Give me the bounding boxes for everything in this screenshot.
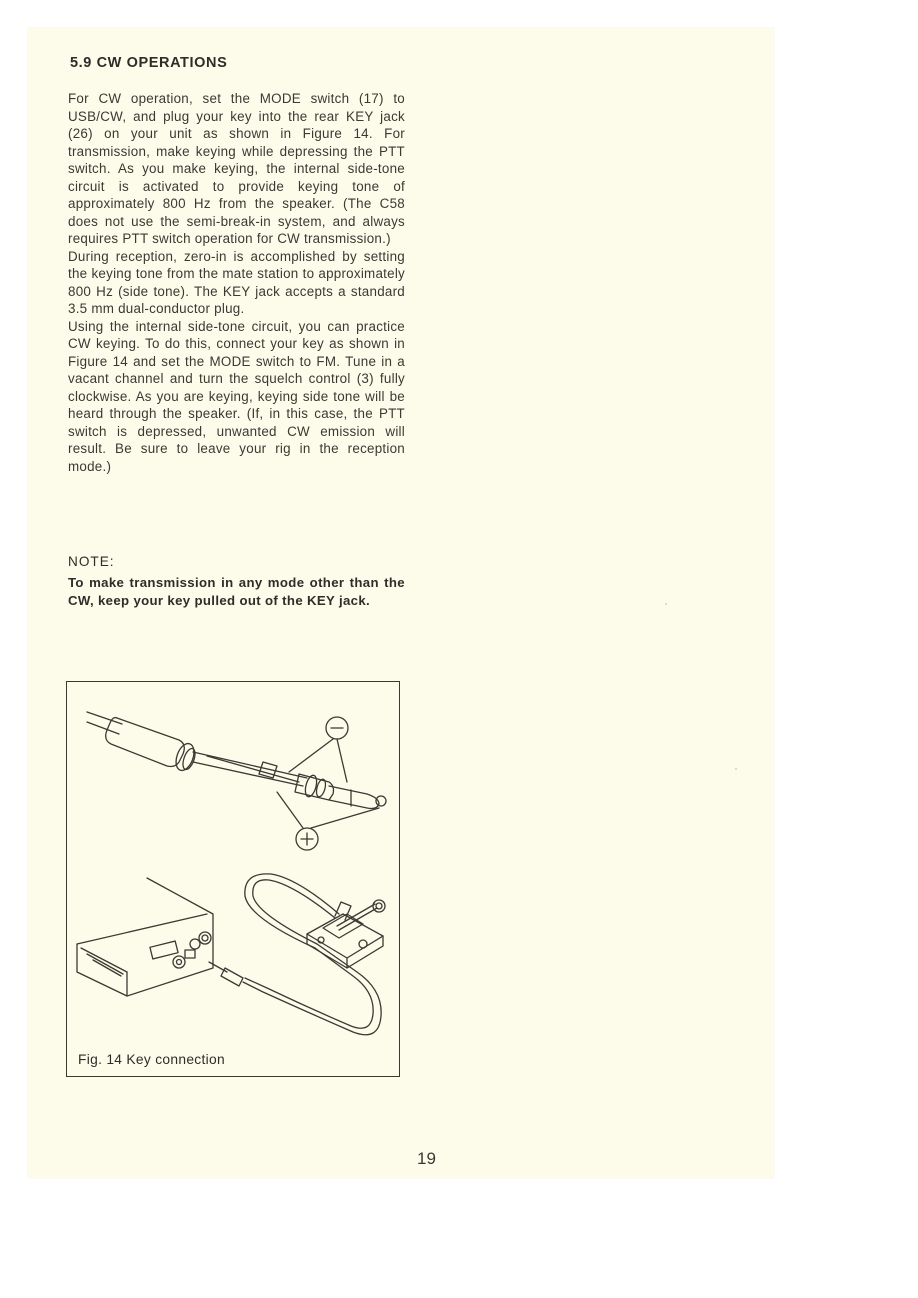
figure-caption: Fig. 14 Key connection (78, 1052, 225, 1067)
paragraph-cw-operation: For CW operation, set the MODE switch (17) to USB/CW, and plug your key into the rear KEY jack (26) on your unit as shown in Figure 14. For transmission, make keying while depressing the PTT switch. As you make keying, the internal side-tone circuit is activated to provide keying tone of approximately 800 Hz from the speaker. (The C58 does not use the semi-break-in system, and always requires PTT switch operation for CW transmission.) (68, 91, 405, 246)
paragraph-reception: During reception, zero-in is accomplished by setting the keying tone from the mate station to approximately 800 Hz (side tone). The KEY jack accepts a standard 3.5 mm dual-conductor plug. (68, 248, 405, 316)
figure-key-connection (66, 681, 400, 1077)
note-text: To make transmission in any mode other than the CW, keep your key pulled out of the KEY jack. (68, 575, 405, 608)
page-number: 19 (417, 1149, 436, 1168)
note-label: NOTE: (68, 554, 115, 569)
section-heading: 5.9 CW OPERATIONS (70, 55, 228, 71)
paragraph-practice: Using the internal side-tone circuit, you can practice CW keying. To do this, connect your key as shown in Figure 14 and set the MODE switch to FM. Tune in a vacant channel and turn the squelch control (3) fully clockwise. As you are keying, keying side tone will be heard through the speaker. (If, in this case, the PTT switch is depressed, unwanted CW emission will result. Be sure to leave your rig in the reception mode.) (68, 318, 405, 474)
section-body (68, 90, 405, 475)
key-connection-illustration (67, 682, 399, 1076)
paper-speck (665, 603, 667, 605)
paper-speck (735, 768, 737, 770)
